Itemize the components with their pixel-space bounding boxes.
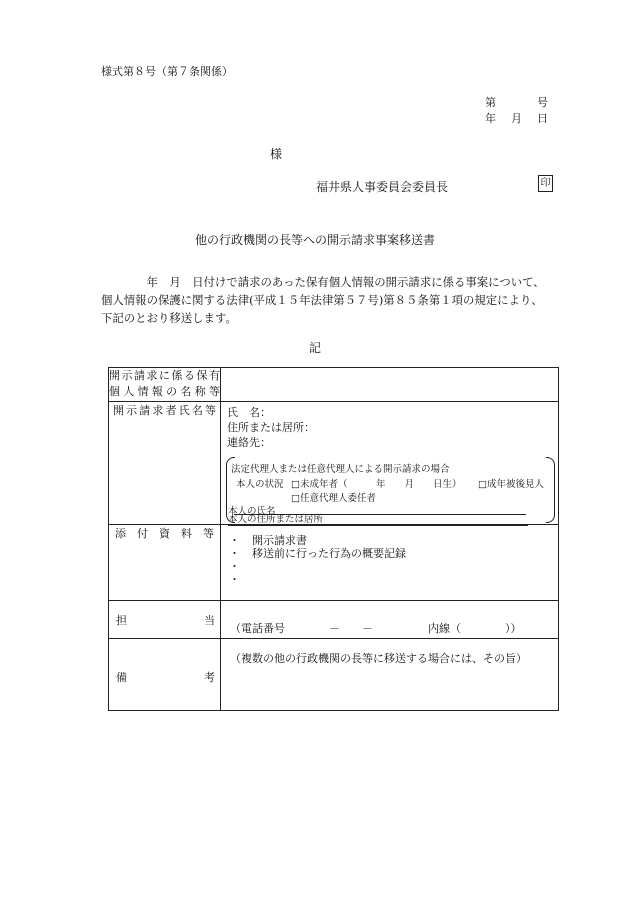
info-name-label-line-2: 個人情報の名称等 [109,385,220,398]
checkbox-adult-ward[interactable]: □成年被後見人 [478,479,544,490]
row-remarks [109,639,559,711]
phone-line: （電話番号 － － 内線（ ）） [230,622,522,635]
attachment-item-2 [229,547,558,560]
applicant-label: 開示請求者氏名等 [113,404,216,417]
applicant-label-cell [109,402,221,525]
contact-person-value[interactable] [221,601,559,639]
attachment-1-text: 開示請求書 [252,534,307,547]
transfer-form-table [108,367,559,711]
addressee-suffix: 様 [270,147,283,161]
body-paragraph [101,273,561,327]
contact-person-label-cell [109,601,221,639]
body-line-2: 個人情報の保護に関する法律(平成１５年法律第５７号)第８５条第１項の規定により、 [101,293,543,307]
bullet-4: ・ [229,573,240,586]
info-name-value[interactable] [221,368,559,402]
right-bracket [546,457,555,523]
form-number: 様式第８号（第７条関係） [101,65,233,78]
bullet-2: ・ [229,547,240,560]
info-name-label-line-1: 開示請求に係る保有 [109,369,220,382]
attachment-2-text: 移送前に行った行為の概要記録 [252,547,406,560]
ki-heading: 記 [308,341,321,355]
applicant-content [221,402,558,524]
person-address-label: 本人の住所または居所 [228,514,324,525]
attachments-label-cell [109,525,221,601]
info-name-label [109,368,221,402]
date-year: 年 [485,112,496,125]
applicant-contact-label: 連絡先： [227,436,271,449]
person-address-underline [228,525,528,526]
checkbox-agent-principal[interactable]: □任意代理人委任者 [291,493,376,504]
contact-person-label-left: 担 [116,614,127,627]
date-day: 日 [537,112,548,125]
attachment-item-4 [229,573,558,586]
seal-mark: 印 [538,175,553,192]
applicant-label-wrap [109,402,220,418]
body-line-3: 下記のとおり移送します。 [101,311,237,325]
remarks-label-right: 考 [204,671,215,684]
row-attachments [109,525,559,601]
document-number-prefix: 第 [485,96,496,109]
date-month: 月 [511,112,522,125]
attachments-label: 添付資料等 [115,527,214,540]
applicant-address-label: 住所または居所： [227,421,315,434]
sender-name: 福井県人事委員会委員長 [316,180,449,194]
remarks-value[interactable] [221,639,559,711]
attachment-item-3 [229,560,558,573]
representative-box [226,457,555,525]
remarks-label-left: 備 [116,671,127,684]
row-info-name [109,368,559,402]
remarks-label-cell [109,639,221,711]
contact-person-label-wrap [109,601,220,638]
representative-status-label: 本人の状況 [236,479,284,490]
contact-person-label-right: 当 [204,614,215,627]
applicant-value[interactable] [221,402,559,525]
attachments-label-wrap [109,525,220,541]
remarks-note: （複数の他の行政機関の長等に移送する場合には、その旨） [230,652,527,665]
bullet-3: ・ [229,560,240,573]
document-number-suffix: 号 [537,96,548,109]
body-line-1: 年 月 日付けで請求のあった保有個人情報の開示請求に係る事案について、 [101,275,545,289]
attachment-item-1 [229,534,558,547]
checkbox-minor[interactable]: □未成年者（ 年 月 日生） [291,479,462,490]
applicant-name-label: 氏 名： [227,406,271,419]
bullet-1: ・ [229,534,240,547]
row-contact-person [109,601,559,639]
person-name-label: 本人の氏名 [228,506,276,517]
representative-heading: 法定代理人または任意代理人による開示請求の場合 [231,464,450,475]
attachments-list [221,525,558,586]
attachments-value[interactable] [221,525,559,601]
row-applicant [109,402,559,525]
document-title: 他の行政機関の長等への開示請求事案移送書 [194,233,435,247]
remarks-label-wrap [109,639,220,710]
